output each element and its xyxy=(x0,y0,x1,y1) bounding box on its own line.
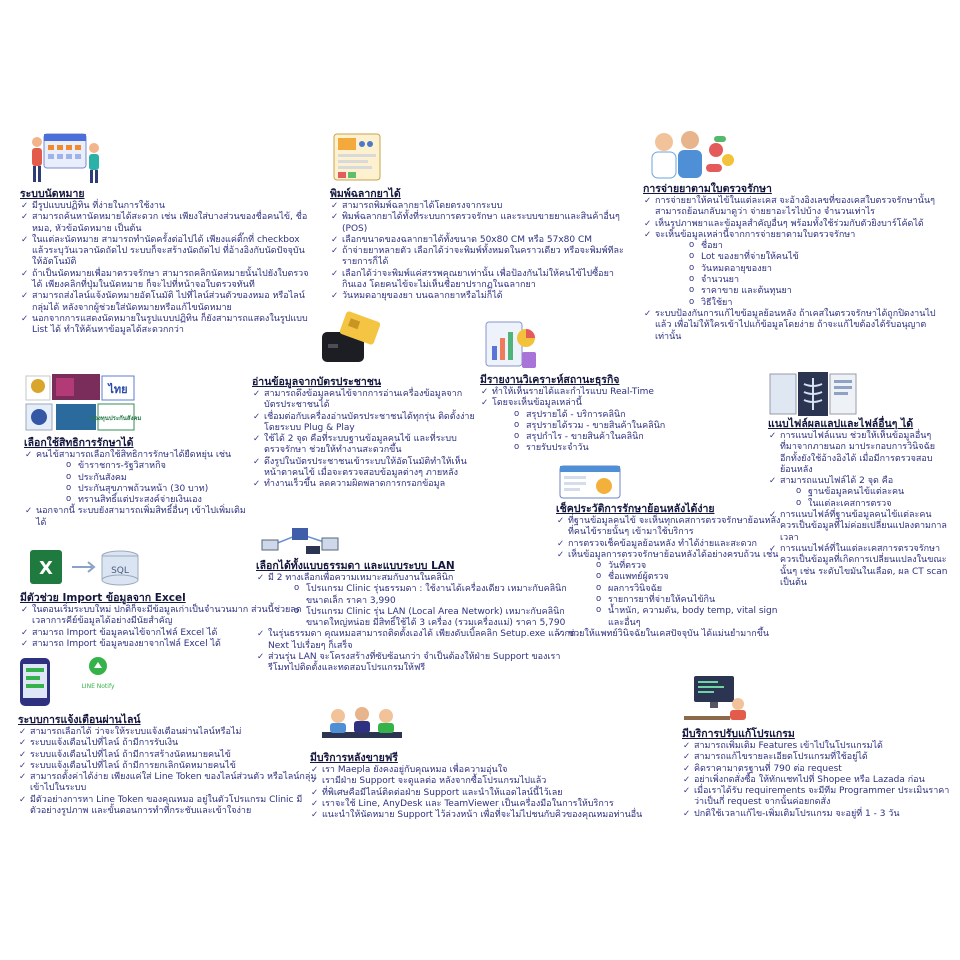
svg-text:กองทุนประกันสังคม: กองทุนประกันสังคม xyxy=(90,415,142,422)
list-item: ✓ มี 2 ทางเลือกเพื่อความเหมาะสมกับงานในคลินิก xyxy=(256,573,576,584)
svg-text:ไทย: ไทย xyxy=(108,383,128,396)
lan-list xyxy=(256,573,576,584)
list-item: o ทรานสิทธิ์แต่ประสงค์จ่ายเงินเอง xyxy=(64,495,254,506)
list-item: ✓ อย่าเพิ่งกดสั่งซื้อ ให้ทักแชทไปที่ Shopee หรือ Lazada ก่อน xyxy=(682,775,952,786)
card-reader-icon xyxy=(318,314,390,366)
report-chart-icon xyxy=(478,318,540,372)
customize-title: มีบริการปรับแก้โปรแกรม xyxy=(682,728,795,740)
list-item: ✓ โดยจะเห็นข้อมูลเหล่านี้ xyxy=(480,398,730,409)
list-item: ✓ พิมพ์ฉลากยาได้ทั้งที่ระบบการตรวจรักษา และระบบขายยาและสินค้าอื่นๆ (POS) xyxy=(330,212,625,235)
list-item: ✓ เห็นรูปภาพยาและข้อมูลสำคัญอื่นๆ พร้อมทั้งใช้ร่วมกับตัวยิงบาร์โค้ดได้ xyxy=(643,219,943,230)
section-dispense xyxy=(643,183,943,343)
list-item: o ชื่อยา xyxy=(687,241,943,252)
id-card-list xyxy=(252,389,477,491)
list-item: ✓ ในรุ่นธรรมดา คุณหมอสามารถติดตั้งเองได้ เพียงดับเบิ้ลคลิก Setup.exe แล้วกด Next ไปเรื่อยๆ ก็เสร็จ xyxy=(256,629,576,652)
list-item: ✓ เห็นข้อมูลการตรวจรักษาย้อนหลังได้อย่างครบถ้วน เช่น xyxy=(556,550,786,561)
list-item: o ในแต่ละเคสการตรวจ xyxy=(794,499,948,510)
list-item: o ราคาขาย และต้นทุนยา xyxy=(687,286,943,297)
id-card-title: อ่านข้อมูลจากบัตรประชาชน xyxy=(252,376,382,388)
lan-sublist xyxy=(292,584,576,629)
history-sublist xyxy=(594,561,786,629)
after-sales-list xyxy=(310,765,670,821)
list-item: ✓ เลือกขนาดของฉลากยาได้ทั้งขนาด 50x80 CM หรือ 57x80 CM xyxy=(330,235,625,246)
dispense-list-after xyxy=(643,309,943,343)
list-item: ✓ ระบบแจ้งเตือนไปที่ไลน์ ถ้ามีการรับเงิน xyxy=(18,738,318,749)
list-item: o โปรแกรม Clinic รุ่นธรรมดา : ใช้งานได้เครื่องเดียว เหมาะกับคลินิกขนาดเล็ก ราคา 3,990 xyxy=(292,584,576,607)
list-item: o สรุปรายได้ - บริการคลินิก xyxy=(512,410,730,421)
programmer-icon xyxy=(684,674,746,722)
list-item: ✓ การแนบไฟล์ที่ในแต่ละเคสการตรวจรักษา ควรเป็นข้อมูลที่เกิดการเปลี่ยนแปลงในขณะนั้นๆ เช่น ระดับไขมันในเลือด, ผล CT scan เป็นต้น xyxy=(768,544,948,589)
reports-title: มีรายงานวิเคราะห์สถานะธุรกิจ xyxy=(480,374,620,386)
section-appointments xyxy=(20,188,310,337)
list-item: ✓ ใช้ได้ 2 จุด คือที่ระบบฐานข้อมูลคนไข้ และที่ระบบตรวจรักษา ช่วยให้ทำงานสะดวกขึ้น xyxy=(252,434,477,457)
list-item: ✓ สามารถตั้งค่าได้ง่าย เพียงแค่ใส่ Line Token ของไลน์ส่วนตัว หรือไลน์กลุ่มเข้าไปในระบบ xyxy=(18,772,318,795)
history-list-after xyxy=(556,629,786,640)
xray-sublist xyxy=(794,487,948,510)
dispense-list xyxy=(643,196,943,241)
list-item: ✓ สามารถเพิ่มเติม Features เข้าไปในโปรแกรมได้ xyxy=(682,741,952,752)
list-item: ✓ เลือกได้ว่าจะพิมพ์แค่สรรพคุณยาเท่านั้น เพื่อป้องกันไม่ให้คนไข้ไปซื้อยากินเอง โดยคนไข้จะไม่เห็นชื่อยาปรากฏในฉลากยา xyxy=(330,269,625,292)
section-after-sales xyxy=(310,752,670,821)
list-item: ✓ สามารถแนบไฟล์ได้ 2 จุด คือ xyxy=(768,476,948,487)
xray-list xyxy=(768,431,948,487)
doctors-pills-icon xyxy=(646,126,738,184)
list-item: ✓ ทำงานเร็วขึ้น ลดความผิดพลาดการกรอกข้อมูล xyxy=(252,479,477,490)
list-item: ✓ ทำให้เห็นรายได้และกำไรแบบ Real-Time xyxy=(480,387,730,398)
appointments-title: ระบบนัดหมาย xyxy=(20,188,85,200)
list-item: ✓ สามารถค้นหานัดหมายได้สะดวก เช่น เพียงใส่บางส่วนของชื่อคนไข้, ชื่อหมอ, หัวข้อนัดหมาย เป็นต้น xyxy=(20,212,310,235)
list-item: ✓ เชื่อมต่อกับเครื่องอ่านบัตรประชาชนได้ทุกรุ่น ติดตั้งง่าย โดยระบบ Plug & Play xyxy=(252,412,477,435)
insurance-title: เลือกใช้สิทธิการรักษาได้ xyxy=(24,437,134,449)
list-item: ✓ เมื่อเราได้รับ requirements จะมีทีม Programmer ประเมินราคาว่าเป็นกี่ request จากนั้นค่อยกดสั่ง xyxy=(682,786,952,809)
section-reports xyxy=(480,374,730,455)
xray-title: แนบไฟล์ผลแลปและไฟล์อื่นๆ ได้ xyxy=(768,418,914,430)
list-item: o รายรับประจำวัน xyxy=(512,443,730,454)
list-item: ✓ วันหมดอายุของยา บนฉลากยาหรือไม่ก็ได้ xyxy=(330,291,625,302)
list-item: o ฐานข้อมูลคนไข้แต่ละคน xyxy=(794,487,948,498)
line-notify-icon xyxy=(18,654,128,708)
list-item: ✓ ในแต่ละนัดหมาย สามารถทำนัดครั้งต่อไปได้ เพียงแค่ติ๊กที่ checkbox แล้วระบุวันเวลานัดถัดไป ระบบก็จะสร้างนัดถัดไป ที่อ้างอิงกับนัดปัจจุบันให้อัตโนมัติ xyxy=(20,235,310,269)
list-item: ✓ สามารถส่งไลน์แจ้งนัดหมายอัตโนมัติ ไปที่ไลน์ส่วนตัวของหมอ หรือไลน์กลุ่มได้ หลังจากผู้ช่วยใส่นัดหมายหรือแก้ไขนัดหมาย xyxy=(20,291,310,314)
notify-title: ระบบการแจ้งเตือนผ่านไลน์ xyxy=(18,714,141,726)
list-item: ✓ คนไข้สามารถเลือกใช้สิทธิการรักษาได้ยืดหยุ่น เช่น xyxy=(24,450,254,461)
after-sales-title: มีบริการหลังขายฟรี xyxy=(310,752,398,764)
list-item: o รายการยาที่จ่ายให้คนไข้กิน xyxy=(594,595,786,606)
list-item: ✓ ปกติใช้เวลาแก้ไข-เพิ่มเติมโปรแกรม จะอยู่ที่ 1 - 3 วัน xyxy=(682,809,952,820)
section-xray xyxy=(768,418,948,589)
list-item: o ประกันสุขภาพถ้วนหน้า (30 บาท) xyxy=(64,484,254,495)
insurance-list xyxy=(24,450,254,461)
list-item: ✓ มีรูปแบบปฏิทิน ที่ง่ายในการใช้งาน xyxy=(20,201,310,212)
list-item: ✓ เรามีฝ่าย Support จะดูแลต่อ หลังจากซื้อโปรแกรมไปแล้ว xyxy=(310,776,670,787)
excel-letter: X xyxy=(39,558,53,579)
list-item: ✓ เรา Maepla ยังคงอยู่กับคุณหมอ เพื่อความอุ่นใจ xyxy=(310,765,670,776)
list-item: ✓ ช่วยให้แพทย์วินิจฉัยในเคสปัจจุบัน ได้แม่นยำมากขึ้น xyxy=(556,629,786,640)
xray-list-after xyxy=(768,510,948,589)
list-item: o สรุปรายได้รวม - ขายสินค้าในคลินิก xyxy=(512,421,730,432)
history-list xyxy=(556,516,786,561)
list-item: ✓ จะเห็นข้อมูลเหล่านี้จากการจ่ายยาตามใบตรวจรักษา xyxy=(643,230,943,241)
line-notify-label: LINE Notify xyxy=(81,683,115,690)
history-screen-icon xyxy=(558,464,622,500)
appointments-list xyxy=(20,201,310,337)
list-item: ✓ สามารถแก้ไขรายละเอียดโปรแกรมที่ใช้อยู่ได้ xyxy=(682,752,952,763)
notify-list xyxy=(18,727,318,817)
list-item: ✓ สามารถเลือกได้ ว่าจะให้ระบบแจ้งเตือนผ่านไลน์หรือไม่ xyxy=(18,727,318,738)
list-item: ✓ สามารถพิมพ์ฉลากยาได้โดยตรงจากระบบ xyxy=(330,201,625,212)
insurance-sublist xyxy=(64,461,254,506)
list-item: ✓ ระบบป้องกันการแก้ไขข้อมูลย้อนหลัง ถ้าเคสในตรวจรักษาได้ถูกปิดงานไปแล้ว เพื่อไม่ให้ใครเข้าไปแก้ข้อมูลโดยง่าย ถ้าจะแก้ไขต้องได้รับอนุญาตเท่านั้น xyxy=(643,309,943,343)
list-item: ✓ ระบบแจ้งเตือนไปที่ไลน์ ถ้ามีการสร้างนัดหมายคนไข้ xyxy=(18,750,318,761)
section-insurance xyxy=(24,437,254,529)
excel-list xyxy=(20,605,310,650)
excel-title: มีตัวช่วย Import ข้อมูลจาก Excel xyxy=(20,592,186,604)
sql-label: SQL xyxy=(111,566,129,576)
section-notify xyxy=(18,714,318,817)
list-item: o ชื่อแพทย์ผู้ตรวจ xyxy=(594,572,786,583)
section-id-card xyxy=(252,376,477,491)
list-item: ✓ ดึงรูปในบัตรประชาชนเข้าระบบให้อัตโนมัติทำให้เห็นหน้าตาคนไข้ เมื่อจะตรวจสอบข้อมูลต่างๆ ภายหลัง xyxy=(252,457,477,480)
history-title: เช็คประวัติการรักษาย้อนหลังได้ง่าย xyxy=(556,503,715,515)
excel-to-sql-icon xyxy=(30,548,142,586)
list-item: o จำนวนยา xyxy=(687,275,943,286)
xray-icon xyxy=(770,372,858,418)
list-item: o ผลการวินิจฉัย xyxy=(594,584,786,595)
list-item: ✓ ถ้าเป็นนัดหมายเพื่อมาตรวจรักษา สามารถคลิกนัดหมายนั้นไปยังใบตรวจได้ เพียงคลิกที่ปุ่มในนัดหมาย ก็จะไปที่หน้าจอใบตรวจทันที xyxy=(20,269,310,292)
calendar-people-icon xyxy=(24,128,104,186)
reports-list xyxy=(480,387,730,410)
insurance-logos xyxy=(26,374,142,432)
section-excel xyxy=(20,592,310,650)
list-item: ✓ ระบบแจ้งเตือนไปที่ไลน์ ถ้ามีการยกเลิกนัดหมายคนไข้ xyxy=(18,761,318,772)
list-item: o ข้าราชการ-รัฐวิสาหกิจ xyxy=(64,461,254,472)
list-item: ✓ ส่วนรุ่น LAN จะโครงสร้างที่ซับซ้อนกว่า จำเป็นต้องให้ฝ่าย Support ของเรารีโมทไปติดตั้งและทดสอบโปรแกรมให้ฟรี xyxy=(256,652,576,675)
list-item: o วันหมดอายุของยา xyxy=(687,264,943,275)
network-icon xyxy=(260,522,350,556)
list-item: ✓ นอกจากนี้ ระบบยังสามารถเพิ่มสิทธิ์อื่นๆ เข้าไปเพิ่มเติมได้ xyxy=(24,506,254,529)
list-item: o สรุปกำไร - ขายสินค้าในคลินิก xyxy=(512,432,730,443)
dispense-sublist xyxy=(687,241,943,309)
list-item: ✓ การจ่ายยาให้คนไข้ในแต่ละเคส จะอ้างอิงเลขที่ของเคสใบตรวจรักษานั้นๆ สามารถย้อนกลับมาดูว่า จ่ายยาอะไรไปบ้าง จำนวนเท่าไร xyxy=(643,196,943,219)
section-customize xyxy=(682,728,952,820)
list-item: ✓ คิดราคามาตรฐานที่ 790 ต่อ request xyxy=(682,764,952,775)
list-item: ✓ แนะนำให้นัดหมาย Support ไว้ล่วงหน้า เพื่อที่จะไม่ไปชนกับคิวของคุณหมอท่านอื่น xyxy=(310,810,670,821)
list-item: ✓ การตรวจเช็คข้อมูลย้อนหลัง ทำได้ง่ายและสะดวก xyxy=(556,539,786,550)
list-item: ✓ สามารถ Import ข้อมูลคนไข้จากไฟล์ Excel ได้ xyxy=(20,628,310,639)
list-item: ✓ สามารถ Import ข้อมูลของยาจากไฟล์ Excel ได้ xyxy=(20,639,310,650)
medicine-label-icon xyxy=(332,132,382,182)
reports-sublist xyxy=(512,410,730,455)
list-item: o วันที่ตรวจ xyxy=(594,561,786,572)
list-item: ✓ มีตัวอย่างการหา Line Token ของคุณหมอ อยู่ในตัวโปรแกรม Clinic มีตัวอย่างรูปภาพ และขั้นตอนการทำที่กระชับและเข้าใจง่าย xyxy=(18,795,318,818)
list-item: ✓ ที่พิเศษคือมีไลน์ติดต่อฝ่าย Support และนำให้แอดไลน์นี้ไว้เลย xyxy=(310,788,670,799)
list-item: ✓ การแนบไฟล์แนบ ช่วยให้เห็นข้อมูลอื่นๆ ที่มาจากภายนอก มาประกอบการวินิจฉัย อีกทั้งยังใช้อ้างอิงได้ เมื่อมีการตรวจสอบย้อนหลัง xyxy=(768,431,948,476)
list-item: o Lot ของยาที่จ่ายให้คนไข้ xyxy=(687,252,943,263)
section-label-print xyxy=(330,188,625,303)
list-item: ✓ การแนบไฟล์ที่ฐานข้อมูลคนไข้แต่ละคน ควรเป็นข้อมูลที่ไม่ค่อยเปลี่ยนแปลงตามกาลเวลา xyxy=(768,510,948,544)
list-item: ✓ สามารถดึงข้อมูลคนไข้จากการอ่านเครื่องข้อมูลจากบัตรประชาชนได้ xyxy=(252,389,477,412)
label-print-list xyxy=(330,201,625,303)
list-item: ✓ ที่ฐานข้อมูลคนไข้ จะเห็นทุกเคสการตรวจรักษาย้อนหลัง ที่คนไข้รายนั้นๆ เข้ามาใช้บริการ xyxy=(556,516,786,539)
customize-list xyxy=(682,741,952,820)
lan-title: เลือกได้ทั้งแบบธรรมดา และแบบระบบ LAN xyxy=(256,560,455,572)
list-item: o น้ำหนัก, ความดัน, body temp, vital sign และอื่นๆ xyxy=(594,606,786,629)
list-item: ✓ เราจะใช้ Line, AnyDesk และ TeamViewer เป็นเครื่องมือในการให้บริการ xyxy=(310,799,670,810)
support-team-icon xyxy=(322,704,402,746)
list-item: ✓ นอกจากการแสดงนัดหมายในรูปแบบปฏิทิน ก็ยังสามารถแสดงในรูปแบบ List ได้ ทำให้ค้นหาข้อมูลได้สะดวกกว่า xyxy=(20,314,310,337)
list-item: ✓ ในตอนเริ่มระบบใหม่ ปกติก็จะมีข้อมูลเก่าเป็นจำนวนมาก ส่วนนี้ช่วยลดเวลาการคีย์ข้อมูลได้อย่างมีนัยสำคัญ xyxy=(20,605,310,628)
list-item: o วิธีใช้ยา xyxy=(687,298,943,309)
list-item: o โปรแกรม Clinic รุ่น LAN (Local Area Network) เหมาะกับคลินิกขนาดใหญ่หน่อย มีสิทธิ์ใช้ได้ 3 เครื่อง (รวมเครื่องแม่) ราคา 5,790 xyxy=(292,607,576,630)
section-history xyxy=(556,503,786,640)
label-print-title: พิมพ์ฉลากยาได้ xyxy=(330,188,401,200)
list-item: o ประกันสังคม xyxy=(64,473,254,484)
dispense-title: การจ่ายยาตามใบตรวจรักษา xyxy=(643,183,772,195)
list-item: ✓ ถ้าจ่ายยาหลายตัว เลือกได้ว่าจะพิมพ์ทั้งหมดในคราวเดียว หรือจะพิมพ์ทีละรายการก็ได้ xyxy=(330,246,625,269)
insurance-list-after xyxy=(24,506,254,529)
